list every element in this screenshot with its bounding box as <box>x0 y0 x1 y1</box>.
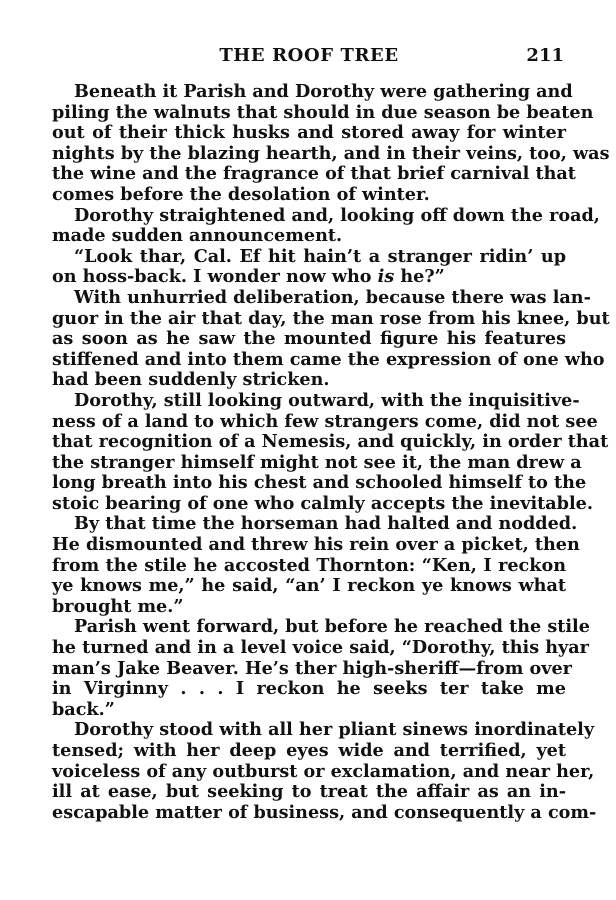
text-line: Dorothy straightened and, looking off down the road, <box>74 204 600 226</box>
text-line: from the stile he accosted Thornton: “Ken, I reckon <box>52 554 566 576</box>
paragraph <box>52 513 580 617</box>
text-line: He dismounted and threw his rein over a picket, then <box>52 534 580 556</box>
text-line: out of their thick husks and stored away for winter <box>52 122 566 144</box>
text-line: as soon as he saw the mounted figure his features <box>52 328 566 350</box>
body-text <box>52 81 610 823</box>
text-line: man’s Jake Beaver. He’s ther high-sheriff—from over <box>52 657 572 679</box>
text-line: made sudden announcement. <box>52 225 343 247</box>
text-line: voiceless of any outburst or exclamation, and near her, <box>52 760 595 782</box>
text-line: stoic bearing of one who calmly accepts the inevitable. <box>52 492 593 514</box>
text-line: Beneath it Parish and Dorothy were gathering and <box>74 81 573 102</box>
text-line: on hoss-back. I wonder now who is he?” <box>52 266 445 288</box>
text-line: With unhurried deliberation, because there was lan- <box>74 286 591 308</box>
text-line: the wine and the fragrance of that brief carnival that <box>52 163 576 185</box>
paragraph <box>52 389 609 515</box>
paragraph <box>52 204 600 247</box>
text-line: back.” <box>52 698 115 720</box>
page-number: 211 <box>526 45 564 66</box>
text-line: he turned and in a level voice said, “Dorothy, this hyar <box>52 637 589 659</box>
paragraph <box>52 719 597 823</box>
text-line: long breath into his chest and schooled himself to the <box>52 472 587 494</box>
paragraph <box>52 247 566 288</box>
text-line: ye knows me,” he said, “an’ I reckon ye knows what <box>52 575 566 597</box>
text-line: Dorothy, still looking outward, with the inquisitive- <box>74 389 580 411</box>
paragraph <box>52 81 610 206</box>
text-line: had been suddenly stricken. <box>52 369 330 391</box>
text-line: stiffened and into them came the expression of one who <box>52 348 605 370</box>
text-line: nights by the blazing hearth, and in their veins, too, was <box>52 142 610 164</box>
text-line: ness of a land to which few strangers come, did not see <box>52 410 598 432</box>
text-line: tensed; with her deep eyes wide and terrified, yet <box>52 740 566 761</box>
text-line: guor in the air that day, the man rose from his knee, but <box>52 307 610 329</box>
text-line: in Virginny . . . I reckon he seeks ter take me <box>52 678 566 700</box>
paragraph <box>52 616 590 720</box>
running-header <box>52 45 566 73</box>
text-line: escapable matter of business, and consequently a com- <box>52 801 597 823</box>
text-line: brought me.” <box>52 595 184 617</box>
chapter-title: THE ROOF TREE <box>219 45 399 66</box>
text-line: that recognition of a Nemesis, and quickly, in order that <box>52 431 609 453</box>
text-line: “Look thar, Cal. Ef hit hain’t a stranger ridin’ up <box>74 245 566 267</box>
text-line: Dorothy stood with all her pliant sinews inordinately <box>74 719 595 741</box>
text-line: ill at ease, but seeking to treat the affair as an in- <box>52 781 566 803</box>
text-line: piling the walnuts that should in due season be beaten <box>52 101 594 123</box>
paragraph <box>52 286 610 391</box>
text-line: Parish went forward, but before he reached the stile <box>74 616 590 638</box>
text-line: By that time the horseman had halted and nodded. <box>74 513 578 535</box>
text-line: the stranger himself might not see it, the man drew a <box>52 451 582 473</box>
text-line: comes before the desolation of winter. <box>52 183 430 205</box>
